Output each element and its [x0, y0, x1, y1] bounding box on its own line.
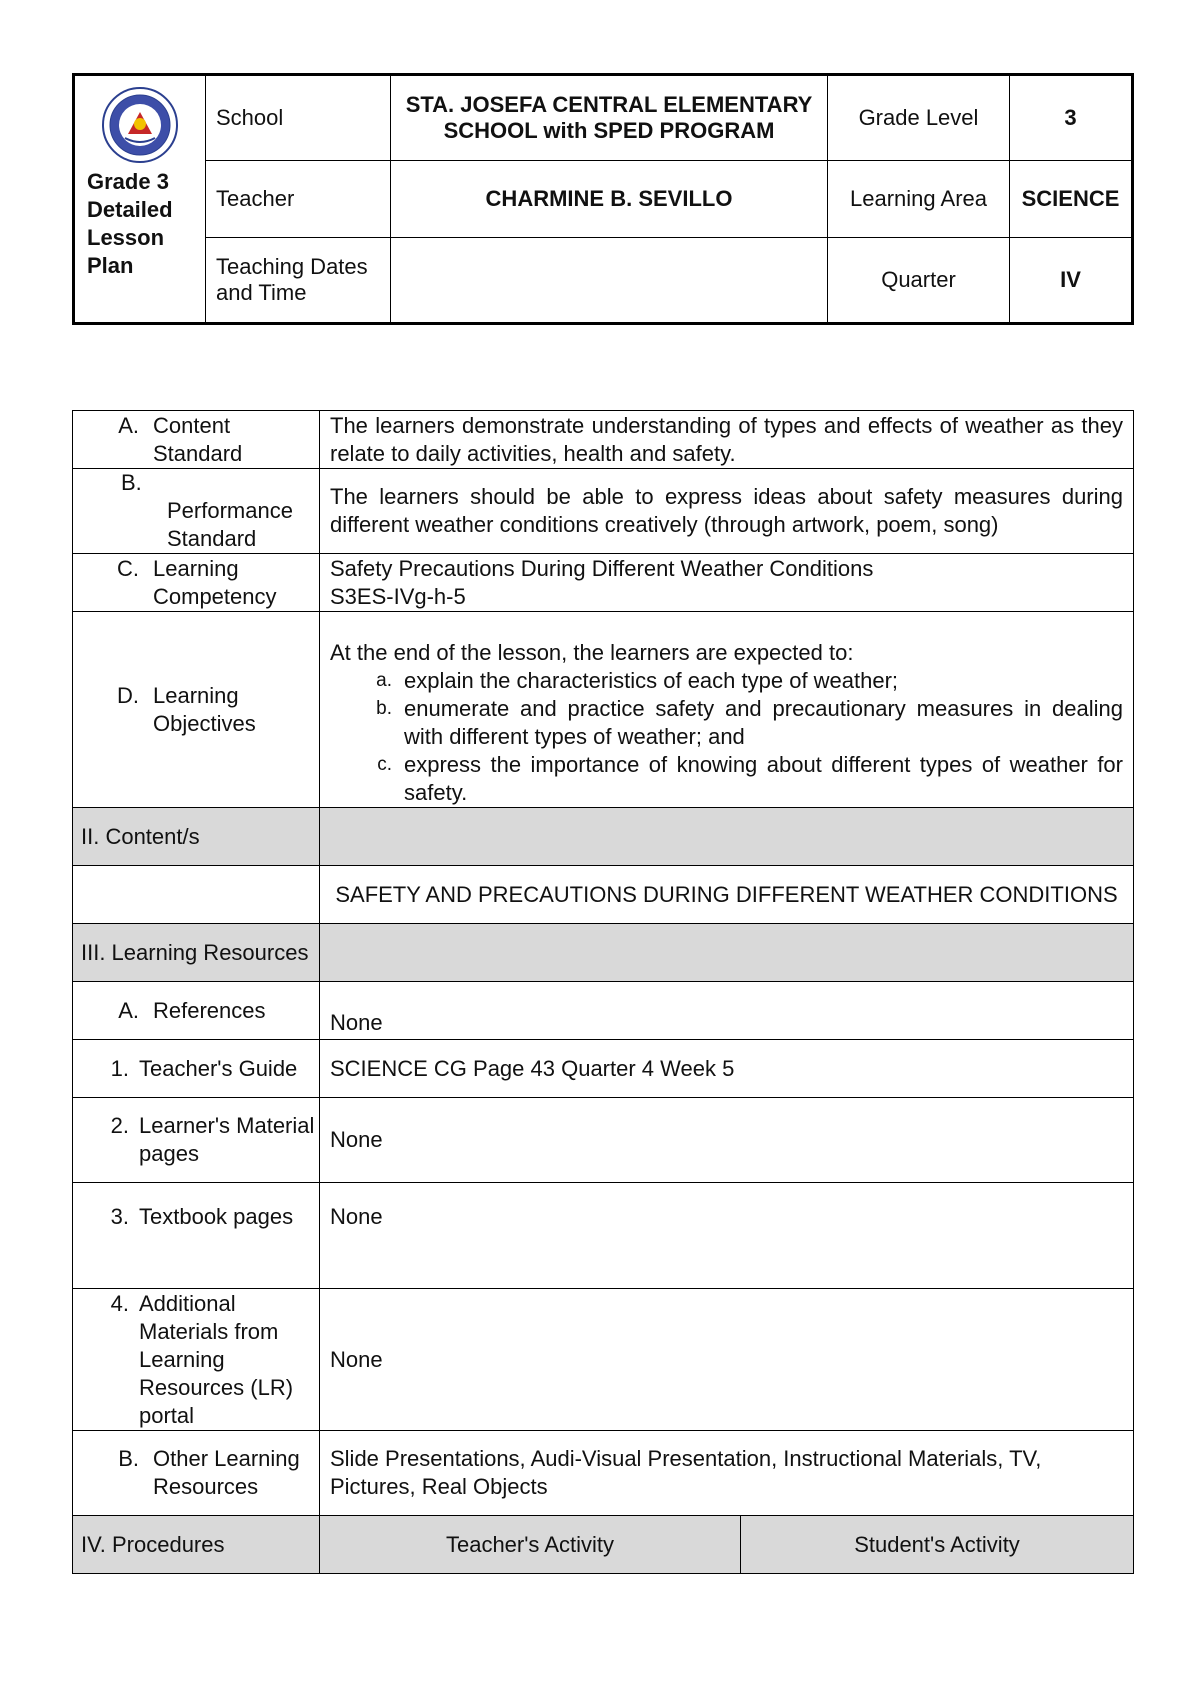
content-topic-blank [73, 866, 320, 924]
references-label-text: References [153, 997, 266, 1023]
content-standard-row [73, 411, 1134, 469]
objective-text: explain the characteristics of each type of weather; [404, 668, 899, 693]
learning-competency-label-text: Learning Competency [153, 555, 277, 609]
content-header-row [73, 808, 1134, 866]
references-row [73, 982, 1134, 1040]
textbook-label-text: Textbook pages [139, 1204, 294, 1229]
list-item [330, 667, 1123, 695]
learners-material-value: None [320, 1098, 1134, 1183]
other-resources-label [73, 1431, 320, 1516]
list-item [330, 695, 1123, 751]
teacher-activity-header: Teacher's Activity [320, 1516, 741, 1574]
learners-material-prefix: 2. [110, 1113, 129, 1138]
references-prefix: A. [118, 997, 139, 1023]
textbook-prefix: 3. [110, 1204, 129, 1229]
learning-competency-code: S3ES-IVg-h-5 [330, 583, 466, 609]
content-topic-text: SAFETY AND PRECAUTIONS DURING DIFFERENT WEATHER CONDITIONS [320, 866, 1134, 924]
quarter-value: IV [1010, 238, 1133, 324]
quarter-label: Quarter [828, 238, 1010, 324]
learning-resources-label: III. Learning Resources [73, 924, 320, 982]
learning-resources-header-row [73, 924, 1134, 982]
performance-standard-label-text: Performance Standard [167, 498, 293, 551]
procedures-label: IV. Procedures [73, 1516, 320, 1574]
school-label: School [206, 75, 391, 161]
additional-materials-label-text: Additional Materials from Learning Resources (LR) portal [139, 1290, 294, 1428]
learning-objectives-label [73, 612, 320, 808]
teachers-guide-label-text: Teacher's Guide [139, 1055, 298, 1081]
learning-competency-text: Safety Precautions During Different Weather Conditions [330, 555, 874, 581]
content-header-blank [320, 808, 1134, 866]
objective-marker: a. [376, 670, 392, 691]
learning-competency-cell [320, 554, 1134, 612]
other-resources-label-text: Other Learning Resources [153, 1446, 300, 1499]
teachers-guide-row [73, 1040, 1134, 1098]
content-standard-label-text: Content Standard [153, 412, 243, 466]
learners-material-row [73, 1098, 1134, 1183]
other-resources-value: Slide Presentations, Audi-Visual Presentation, Instructional Materials, TV, Pictures, Real Objects [320, 1431, 1134, 1516]
learning-objectives-list [330, 667, 1123, 807]
school-value: STA. JOSEFA CENTRAL ELEMENTARY SCHOOL with SPED PROGRAM [391, 75, 828, 161]
teacher-value: CHARMINE B. SEVILLO [391, 161, 828, 238]
teacher-label: Teacher [206, 161, 391, 238]
learning-objectives-cell [320, 612, 1134, 808]
learning-area-value: SCIENCE [1010, 161, 1133, 238]
performance-standard-prefix: B. [121, 470, 142, 495]
lesson-plan-body-table [72, 410, 1134, 1574]
learners-material-label-text: Learner's Material pages [139, 1113, 315, 1166]
teaching-dates-label: Teaching Dates and Time [206, 238, 391, 324]
other-resources-prefix: B. [118, 1446, 139, 1471]
textbook-value: None [320, 1183, 1134, 1289]
objective-marker: c. [377, 754, 392, 775]
textbook-row [73, 1183, 1134, 1289]
learning-objectives-label-text: Learning Objectives [153, 682, 256, 736]
additional-materials-row [73, 1289, 1134, 1431]
learning-competency-row [73, 554, 1134, 612]
other-resources-row [73, 1431, 1134, 1516]
student-activity-header: Student's Activity [741, 1516, 1134, 1574]
deped-seal-icon [101, 86, 179, 164]
content-standard-label [73, 411, 320, 469]
objective-text: express the importance of knowing about different types of weather for safety. [404, 752, 1123, 805]
grade-level-label: Grade Level [828, 75, 1010, 161]
references-value: None [320, 982, 1134, 1040]
learning-competency-prefix: C. [117, 555, 139, 581]
additional-materials-label [73, 1289, 320, 1431]
learning-area-label: Learning Area [828, 161, 1010, 238]
content-standard-text: The learners demonstrate understanding of types and effects of weather as they relate to daily activities, health and safety. [320, 411, 1134, 469]
content-section-label: II. Content/s [73, 808, 320, 866]
content-standard-prefix: A. [118, 412, 139, 438]
list-item [330, 751, 1123, 807]
additional-materials-value: None [320, 1289, 1134, 1431]
performance-standard-label [73, 469, 320, 554]
lesson-plan-header-table [72, 73, 1134, 325]
learning-objectives-row [73, 612, 1134, 808]
objective-text: enumerate and practice safety and precautionary measures in dealing with different types of weather; and [404, 696, 1123, 749]
teachers-guide-label [73, 1040, 320, 1098]
objective-marker: b. [376, 698, 392, 719]
teachers-guide-prefix: 1. [110, 1055, 129, 1081]
plan-title-cell [74, 75, 206, 324]
plan-title: Grade 3 Detailed Lesson Plan [87, 169, 173, 278]
learning-resources-header-blank [320, 924, 1134, 982]
learners-material-label [73, 1098, 320, 1183]
grade-level-value: 3 [1010, 75, 1133, 161]
performance-standard-text: The learners should be able to express ideas about safety measures during different weather conditions creatively (through artwork, poem, song) [320, 469, 1134, 554]
references-label [73, 982, 320, 1040]
content-topic-row [73, 866, 1134, 924]
procedures-row [73, 1516, 1134, 1574]
teachers-guide-value: SCIENCE CG Page 43 Quarter 4 Week 5 [320, 1040, 1134, 1098]
additional-materials-prefix: 4. [110, 1290, 129, 1316]
performance-standard-row [73, 469, 1134, 554]
teaching-dates-value [391, 238, 828, 324]
learning-objectives-intro: At the end of the lesson, the learners are expected to: [330, 640, 854, 665]
textbook-label [73, 1183, 320, 1289]
learning-objectives-prefix: D. [117, 682, 139, 708]
learning-competency-label [73, 554, 320, 612]
